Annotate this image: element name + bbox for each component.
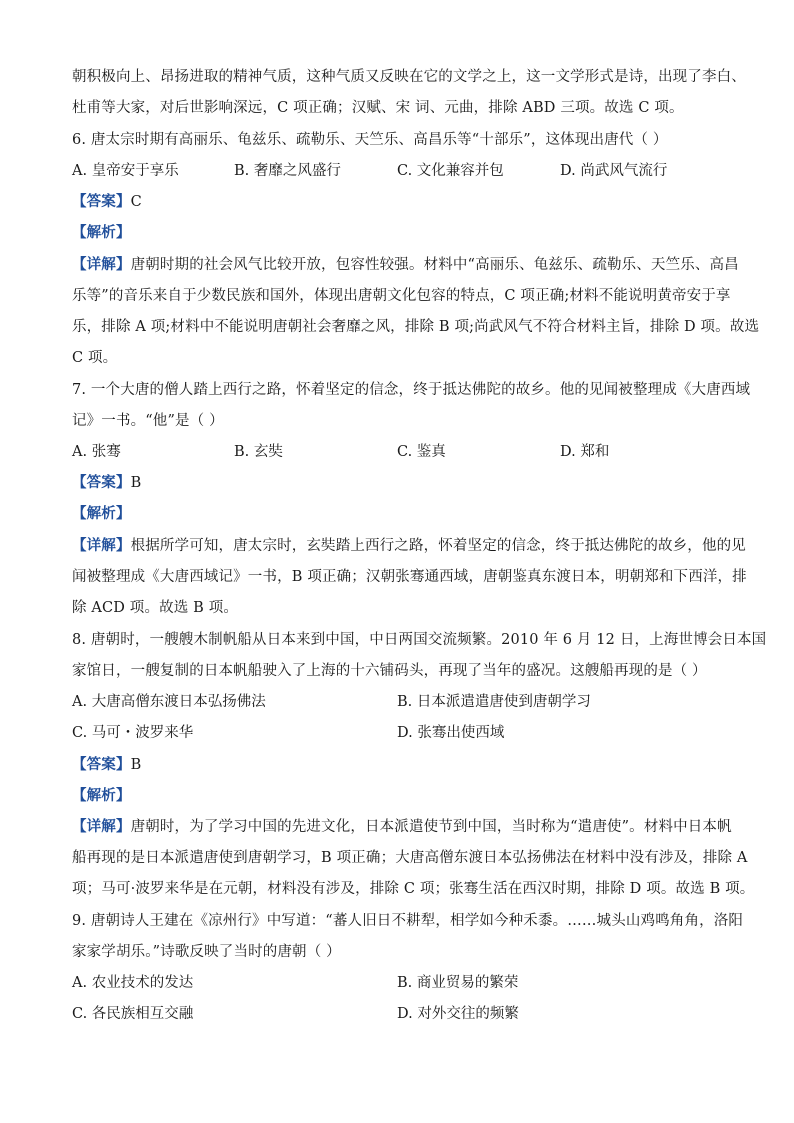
q6-stem: 6. 唐太宗时期有高丽乐、龟兹乐、疏勒乐、天竺乐、高昌乐等“十部乐”，这体现出唐代（ ）	[72, 132, 668, 148]
q7-option-a: A. 张骞	[72, 444, 121, 460]
q9-option-b: B. 商业贸易的繁荣	[397, 975, 519, 991]
q7-option-d: D. 郑和	[560, 444, 610, 460]
q7-detail-line-2: 闻被整理成《大唐西域记》一书，B 项正确；汉朝张骞通西域，唐朝鉴真东渡日本，明朝郑和下西洋，排	[72, 569, 747, 585]
q6-option-c: C. 文化兼容并包	[397, 163, 504, 179]
q6-option-d: D. 尚武风气流行	[560, 163, 668, 179]
q9-option-d: D. 对外交往的频繁	[397, 1006, 519, 1022]
q8-option-a: A. 大唐高僧东渡日本弘扬佛法	[72, 694, 266, 710]
detail-tag: 【详解】	[72, 256, 131, 273]
q7-option-b: B. 玄奘	[234, 444, 283, 460]
q6-answer-value: C	[130, 194, 142, 210]
q6-option-a: A. 皇帝安于享乐	[72, 163, 179, 179]
analysis-tag: 【解析】	[72, 224, 131, 241]
q8-option-c: C. 马可・波罗来华	[72, 725, 194, 741]
q7-option-c: C. 鉴真	[397, 444, 446, 460]
prev-explanation-line-1: 朝积极向上、昂扬进取的精神气质，这种气质又反映在它的文学之上，这一文学形式是诗，出现了李白、	[72, 69, 746, 85]
q8-detail-line-2: 船再现的是日本派遣唐使到唐朝学习，B 项正确；大唐高僧东渡日本弘扬佛法在材料中没有涉及，排除 A	[72, 850, 748, 866]
q8-detail-line-1	[72, 817, 732, 837]
q6-detail-text-1: 唐朝时期的社会风气比较开放，包容性较强。材料中“高丽乐、龟兹乐、疏勒乐、天竺乐、高昌	[130, 257, 739, 273]
analysis-tag: 【解析】	[72, 787, 131, 804]
q7-detail-line-1	[72, 536, 746, 556]
q8-answer	[72, 755, 732, 775]
answer-tag: 【答案】	[72, 756, 131, 773]
q8-detail-text-1: 唐朝时，为了学习中国的先进文化，日本派遣使节到中国，当时称为“遣唐使”。材料中日本帆	[130, 819, 732, 835]
q9-option-a: A. 农业技术的发达	[72, 975, 194, 991]
q7-detail-text-1: 根据所学可知，唐太宗时，玄奘踏上西行之路，怀着坚定的信念，终于抵达佛陀的故乡，他的见	[130, 538, 746, 554]
q7-answer-value: B	[130, 475, 142, 491]
q6-detail-line-1	[72, 255, 739, 275]
q7-stem-line-2: 记》一书。“他”是（ ）	[72, 413, 224, 429]
q6-answer	[72, 192, 732, 212]
answer-tag: 【答案】	[72, 193, 131, 210]
q8-detail-line-3: 项；马可·波罗来华是在元朝，材料没有涉及，排除 C 项；张骞生活在西汉时期，排除 D 项。故选 B 项。	[72, 881, 755, 897]
q9-stem-line-2: 家家学胡乐。”诗歌反映了当时的唐朝（ ）	[72, 944, 341, 960]
analysis-tag: 【解析】	[72, 505, 131, 522]
q8-analysis-tag	[72, 786, 732, 806]
q8-stem-line-2: 家馆日，一艘复制的日本帆船驶入了上海的十六铺码头，再现了当年的盛况。这艘船再现的是（ ）	[72, 663, 707, 679]
q6-detail-line-2: 乐等”的音乐来自于少数民族和国外，体现出唐朝文化包容的特点，C 项正确;材料不能说明黄帝安于享	[72, 288, 731, 304]
q7-stem-line-1: 7. 一个大唐的僧人踏上西行之路，怀着坚定的信念，终于抵达佛陀的故乡。他的见闻被整理成《大唐西域	[72, 382, 751, 398]
q6-analysis-tag	[72, 223, 732, 243]
q8-option-b: B. 日本派遣遣唐使到唐朝学习	[397, 694, 591, 710]
q8-stem-line-1: 8. 唐朝时，一艘艘木制帆船从日本来到中国，中日两国交流频繁。2010 年 6 月 12 日，上海世博会日本国	[72, 632, 767, 648]
q7-detail-line-3: 除 ACD 项。故选 B 项。	[72, 600, 239, 616]
prev-explanation-line-2: 杜甫等大家，对后世影响深远，C 项正确；汉赋、宋 词、元曲，排除 ABD 三项。故选 C 项。	[72, 100, 684, 116]
q8-option-d: D. 张骞出使西域	[397, 725, 505, 741]
q6-option-b: B. 奢靡之风盛行	[234, 163, 341, 179]
q8-answer-value: B	[130, 757, 142, 773]
q9-stem-line-1: 9. 唐朝诗人王建在《凉州行》中写道：“蕃人旧日不耕犁，相学如今种禾黍。……城头山鸡鸣角角，洛阳	[72, 913, 744, 929]
detail-tag: 【详解】	[72, 818, 131, 835]
q6-detail-line-4: C 项。	[72, 350, 118, 366]
detail-tag: 【详解】	[72, 537, 131, 554]
answer-tag: 【答案】	[72, 474, 131, 491]
q6-detail-line-3: 乐，排除 A 项;材料中不能说明唐朝社会奢靡之风，排除 B 项;尚武风气不符合材料主旨，排除 D 项。故选	[72, 319, 760, 335]
q7-answer	[72, 473, 732, 493]
q7-analysis-tag	[72, 504, 732, 524]
q9-option-c: C. 各民族相互交融	[72, 1006, 194, 1022]
